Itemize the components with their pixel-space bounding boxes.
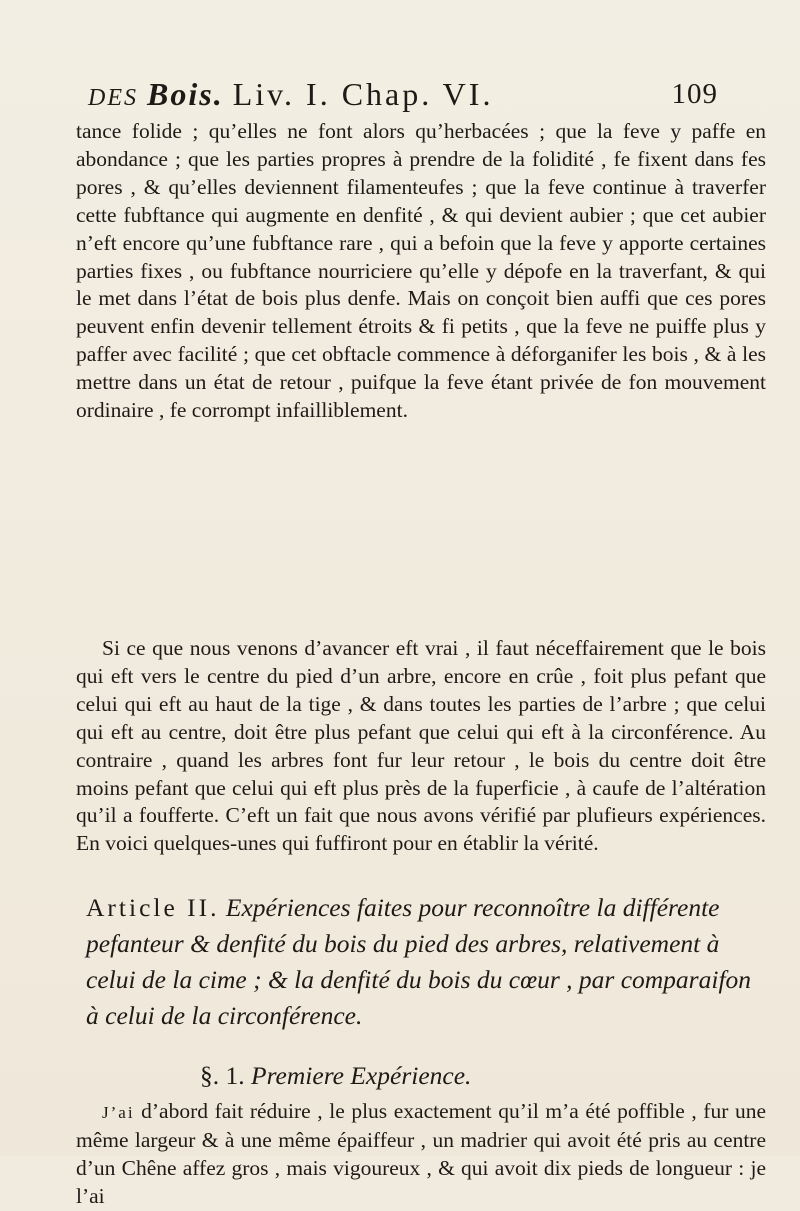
article-title: Expériences faites pour reconnoître la différente pefanteur & denfité du bois du pied des arbres, relativement à celui de la cime ; & la denfité du bois du cœur , par comparaifon à celui de la circonférence.: [86, 893, 752, 1030]
section-heading: [200, 1060, 700, 1092]
article-heading: [86, 890, 766, 1034]
running-head-des: DES: [88, 85, 138, 111]
page-number: 109: [671, 78, 718, 110]
paragraph-1: tance folide ; qu’elles ne font alors qu’herbacées ; que la feve y paffe en abondance ; que les parties propres à prendre de la folidité , fe fixent dans fes pores , & qu’elles deviennent filamenteufes ; que la feve continue à traverfer cette fubftance qui augmente en denfité , & qui devient aubier ; que cet aubier n’eft encore qu’une fubftance rare , qui a befoin que la feve y apporte certaines parties fixes , ou fubftance nourriciere qu’elle y dépofe en la traverfant, & qui le met dans l’état de bois plus denfe. Mais on conçoit bien auffi que ces pores peuvent enfin devenir tellement étroits & fi petits , que la feve ne puiffe plus y paffer avec facilité ; que cet obftacle commence à déforganifer les bois , & à les mettre dans un état de retour , puifque la feve étant privée de fon mouvement ordinaire , fe corrompt infailliblement.: [76, 119, 766, 423]
running-head: [88, 76, 718, 112]
section-number: §. 1.: [200, 1061, 245, 1090]
running-head-chapter: Liv. I. Chap. VI.: [232, 76, 494, 112]
section-title: Premiere Expérience.: [251, 1061, 472, 1090]
paragraph-3-lead: J’ai: [102, 1103, 135, 1122]
article-label: Article II.: [86, 893, 220, 922]
running-head-bois: Bois.: [147, 76, 224, 112]
paragraph-2: Si ce que nous venons d’avancer eft vrai , il faut néceffairement que le bois qui eft vers le centre du pied d’un arbre, encore en crûe , foit plus pefant que celui qui eft au haut de la tige , & dans toutes les parties de l’arbre ; que celui qui eft au centre, doit être plus pefant que celui qui eft à la circonférence. Au contraire , quand les arbres font fur leur retour , le bois du centre doit être moins pefant que celui qui eft plus près de la fuperficie , à caufe de l’altération qu’il a foufferte. C’eft un fait que nous avons vérifié par plufieurs expériences. En voici quelques-unes qui fuffiront pour en établir la vérité.: [76, 636, 766, 856]
paragraph-3: [76, 1098, 766, 1211]
paragraph-3-text: d’abord fait réduire , le plus exactement qu’il m’a été poffible , fur une même largeur & à une même épaiffeur , un madrier qui avoit été pris au centre d’un Chêne affez gros , mais vigoureux , & qui avoit dix pieds de longueur : je l’ai: [76, 1099, 766, 1208]
